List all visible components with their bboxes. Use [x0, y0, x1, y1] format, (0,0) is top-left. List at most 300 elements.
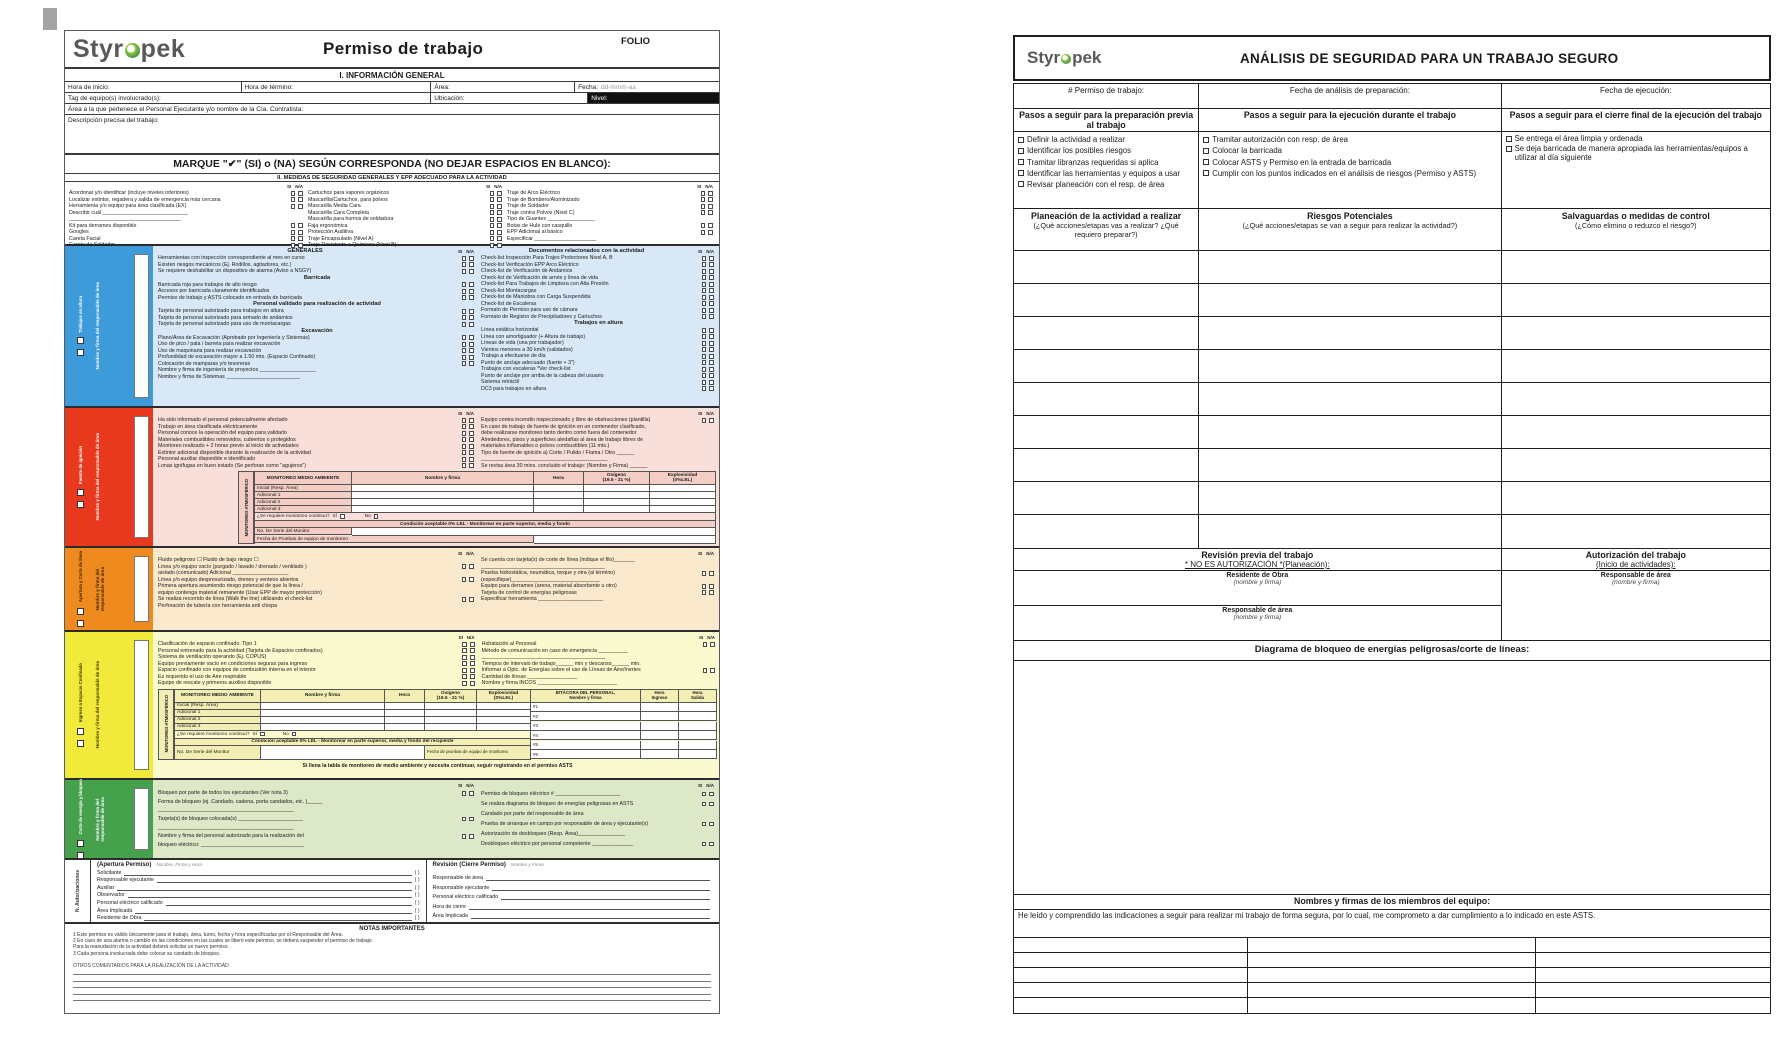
table-cell[interactable] — [352, 492, 534, 499]
table-cell[interactable] — [679, 750, 717, 759]
na-checkbox[interactable] — [470, 661, 475, 666]
planning-cell[interactable] — [1502, 251, 1770, 283]
signature-line-item[interactable]: Nombre y firma de ingeniería de proyectos ___________________ — [158, 367, 316, 374]
si-checkbox[interactable] — [260, 732, 265, 737]
planning-cell[interactable] — [1502, 416, 1770, 448]
signature-line[interactable] — [157, 878, 412, 883]
planning-cell[interactable] — [1014, 416, 1199, 448]
na-checkbox[interactable] — [709, 341, 714, 346]
table-cell[interactable] — [261, 703, 385, 710]
signature-strip[interactable] — [134, 556, 149, 622]
checkbox-icon[interactable] — [1018, 148, 1024, 154]
responsable-area-cell[interactable]: Responsable de área (nombre y firma) — [1600, 572, 1671, 586]
na-checkbox[interactable] — [709, 367, 714, 372]
na-checkbox[interactable] — [470, 655, 475, 660]
si-checkbox[interactable] — [490, 191, 495, 196]
table-cell[interactable] — [534, 506, 584, 513]
si-checkbox[interactable] — [462, 269, 467, 274]
table-cell[interactable] — [534, 499, 584, 506]
si-checkbox[interactable] — [462, 648, 467, 653]
planning-cell[interactable] — [1199, 482, 1501, 514]
si-checkbox[interactable] — [702, 282, 707, 287]
na-checkbox[interactable] — [469, 269, 474, 274]
na-checkbox[interactable] — [708, 230, 713, 235]
si-checkbox[interactable] — [701, 210, 706, 215]
hora-termino-field[interactable]: Hora de término: — [242, 82, 432, 92]
firma-cell[interactable] — [1536, 938, 1770, 952]
na-checkbox[interactable] — [709, 288, 714, 293]
signature-line[interactable] — [471, 914, 710, 919]
si-checkbox[interactable] — [462, 457, 467, 462]
table-cell[interactable] — [425, 717, 477, 724]
si-checkbox[interactable] — [462, 674, 467, 679]
si-checkbox[interactable] — [702, 314, 707, 319]
planning-cell[interactable] — [1014, 317, 1199, 349]
area-personal-field[interactable]: Área a la que pertenece el Personal Ejecutante y/o nombre de la Cía. Contratista: — [68, 105, 304, 113]
si-checkbox[interactable] — [702, 822, 707, 827]
si-checkbox[interactable] — [462, 564, 467, 569]
na-checkbox[interactable] — [469, 335, 474, 340]
na-checkbox[interactable] — [77, 740, 84, 747]
na-checkbox[interactable] — [709, 842, 714, 847]
si-checkbox[interactable] — [462, 444, 467, 449]
si-checkbox[interactable] — [462, 282, 467, 287]
signature-line-item[interactable]: Nombre y firma de Sistemas _________________________ — [158, 373, 300, 380]
na-checkbox[interactable] — [469, 315, 474, 320]
na-checkbox[interactable] — [497, 191, 502, 196]
planning-cell[interactable] — [1014, 449, 1199, 481]
planning-cell[interactable] — [1199, 515, 1501, 548]
si-checkbox[interactable] — [702, 590, 707, 595]
signature-strip[interactable] — [134, 640, 149, 770]
firma-row[interactable] — [1014, 983, 1770, 998]
fecha-analisis-field[interactable]: Fecha de análisis de preparación: — [1199, 84, 1501, 108]
na-checkbox[interactable] — [497, 230, 502, 235]
na-checkbox[interactable] — [469, 309, 474, 314]
na-checkbox[interactable] — [709, 308, 714, 313]
no-checkbox[interactable] — [374, 514, 379, 519]
na-checkbox[interactable] — [298, 204, 303, 209]
si-checkbox[interactable] — [702, 301, 707, 306]
si-checkbox[interactable] — [77, 840, 84, 847]
na-checkbox[interactable] — [709, 282, 714, 287]
si-checkbox[interactable] — [462, 661, 467, 666]
planning-cell[interactable] — [1199, 383, 1501, 415]
na-checkbox[interactable] — [709, 386, 714, 391]
na-checkbox[interactable] — [77, 349, 84, 356]
signature-line[interactable] — [128, 893, 412, 898]
na-checkbox[interactable] — [469, 322, 474, 327]
firma-row[interactable] — [1014, 998, 1770, 1013]
si-checkbox[interactable] — [462, 262, 467, 267]
planning-row[interactable] — [1014, 284, 1770, 317]
na-checkbox[interactable] — [709, 328, 714, 333]
table-cell[interactable] — [534, 485, 584, 492]
na-checkbox[interactable] — [708, 204, 713, 209]
si-checkbox[interactable] — [701, 223, 706, 228]
na-checkbox[interactable] — [497, 217, 502, 222]
si-checkbox[interactable] — [291, 223, 296, 228]
si-checkbox[interactable] — [702, 308, 707, 313]
signature-strip[interactable] — [134, 788, 149, 850]
firma-cell[interactable] — [1536, 953, 1770, 967]
residente-obra-cell[interactable]: Residente de Obra (nombre y firma) — [1014, 571, 1501, 606]
firma-cell[interactable] — [1014, 953, 1248, 967]
signature-line[interactable] — [501, 895, 710, 900]
na-checkbox[interactable] — [298, 197, 303, 202]
na-checkbox[interactable] — [709, 590, 714, 595]
na-checkbox[interactable] — [470, 674, 475, 679]
table-cell[interactable] — [679, 722, 717, 731]
table-cell[interactable] — [641, 750, 679, 759]
table-cell[interactable] — [641, 703, 679, 712]
na-checkbox[interactable] — [470, 681, 475, 686]
checkbox-icon[interactable] — [1506, 136, 1512, 142]
si-checkbox[interactable] — [340, 514, 345, 519]
na-checkbox[interactable] — [708, 210, 713, 215]
si-checkbox[interactable] — [462, 642, 467, 647]
checkbox-icon[interactable] — [1203, 137, 1209, 143]
table-cell[interactable] — [261, 710, 385, 717]
si-checkbox[interactable] — [490, 204, 495, 209]
checkbox-icon[interactable] — [1506, 146, 1512, 152]
na-checkbox[interactable] — [709, 802, 714, 807]
na-checkbox[interactable] — [709, 256, 714, 261]
checkbox-icon[interactable] — [1203, 148, 1209, 154]
table-cell[interactable] — [477, 724, 531, 731]
planning-cell[interactable] — [1502, 449, 1770, 481]
planning-row[interactable] — [1014, 350, 1770, 383]
si-checkbox[interactable] — [702, 360, 707, 365]
table-cell[interactable] — [679, 703, 717, 712]
planning-cell[interactable] — [1014, 482, 1199, 514]
si-checkbox[interactable] — [77, 728, 84, 735]
planning-cell[interactable] — [1502, 515, 1770, 548]
si-checkbox[interactable] — [702, 256, 707, 261]
na-checkbox[interactable] — [469, 424, 474, 429]
si-checkbox[interactable] — [490, 197, 495, 202]
na-checkbox[interactable] — [298, 230, 303, 235]
checkbox-icon[interactable] — [1018, 170, 1024, 176]
firma-cell[interactable] — [1014, 998, 1248, 1013]
firma-cell[interactable] — [1536, 983, 1770, 997]
si-checkbox[interactable] — [462, 817, 467, 822]
si-checkbox[interactable] — [462, 791, 467, 796]
table-cell[interactable] — [641, 731, 679, 740]
si-checkbox[interactable] — [702, 354, 707, 359]
na-checkbox[interactable] — [709, 354, 714, 359]
firma-cell[interactable] — [1536, 998, 1770, 1013]
si-checkbox[interactable] — [462, 597, 467, 602]
na-checkbox[interactable] — [497, 197, 502, 202]
na-checkbox[interactable] — [469, 791, 474, 796]
planning-cell[interactable] — [1014, 383, 1199, 415]
si-checkbox[interactable] — [702, 367, 707, 372]
planning-cell[interactable] — [1502, 482, 1770, 514]
comment-line[interactable] — [73, 995, 711, 1002]
firma-cell[interactable] — [1014, 938, 1248, 952]
na-checkbox[interactable] — [709, 275, 714, 280]
na-checkbox[interactable] — [469, 437, 474, 442]
na-checkbox[interactable] — [469, 282, 474, 287]
si-checkbox[interactable] — [462, 342, 467, 347]
planning-cell[interactable] — [1502, 317, 1770, 349]
signature-line[interactable] — [486, 876, 710, 881]
firma-cell[interactable] — [1014, 983, 1248, 997]
si-checkbox[interactable] — [702, 842, 707, 847]
na-checkbox[interactable] — [709, 295, 714, 300]
si-checkbox[interactable] — [77, 337, 84, 344]
si-checkbox[interactable] — [701, 204, 706, 209]
na-checkbox[interactable] — [497, 210, 502, 215]
planning-cell[interactable] — [1502, 383, 1770, 415]
si-checkbox[interactable] — [462, 834, 467, 839]
na-checkbox[interactable] — [469, 289, 474, 294]
si-checkbox[interactable] — [291, 230, 296, 235]
table-cell[interactable] — [261, 724, 385, 731]
si-checkbox[interactable] — [291, 191, 296, 196]
si-checkbox[interactable] — [462, 437, 467, 442]
na-checkbox[interactable] — [469, 444, 474, 449]
planning-row[interactable] — [1014, 515, 1770, 548]
na-checkbox[interactable] — [497, 223, 502, 228]
na-checkbox[interactable] — [469, 597, 474, 602]
si-checkbox[interactable] — [702, 328, 707, 333]
firma-cell[interactable] — [1248, 983, 1535, 997]
signature-line[interactable] — [117, 886, 411, 891]
na-checkbox[interactable] — [469, 295, 474, 300]
na-checkbox[interactable] — [469, 348, 474, 353]
checkbox-icon[interactable] — [1018, 137, 1024, 143]
si-checkbox[interactable] — [490, 210, 495, 215]
planning-row[interactable] — [1014, 449, 1770, 482]
na-checkbox[interactable] — [469, 834, 474, 839]
na-checkbox[interactable] — [708, 223, 713, 228]
responsable-area-cell[interactable]: Responsable de área (nombre y firma) — [1222, 607, 1293, 621]
na-checkbox[interactable] — [709, 584, 714, 589]
table-cell[interactable] — [352, 485, 534, 492]
signature-strip[interactable] — [134, 254, 149, 398]
si-checkbox[interactable] — [702, 571, 707, 576]
firma-cell[interactable] — [1014, 968, 1248, 982]
na-checkbox[interactable] — [709, 301, 714, 306]
checkbox-icon[interactable] — [1203, 170, 1209, 176]
checkbox-icon[interactable] — [1018, 159, 1024, 165]
planning-cell[interactable] — [1014, 251, 1199, 283]
si-checkbox[interactable] — [462, 463, 467, 468]
si-checkbox[interactable] — [291, 204, 296, 209]
si-checkbox[interactable] — [702, 334, 707, 339]
planning-cell[interactable] — [1199, 317, 1501, 349]
firma-row[interactable] — [1014, 938, 1770, 953]
na-checkbox[interactable] — [710, 642, 715, 647]
planning-cell[interactable] — [1014, 515, 1199, 548]
si-checkbox[interactable] — [462, 315, 467, 320]
planning-cell[interactable] — [1502, 350, 1770, 382]
si-checkbox[interactable] — [462, 256, 467, 261]
signature-line[interactable] — [144, 916, 411, 921]
si-checkbox[interactable] — [703, 668, 708, 673]
planning-row[interactable] — [1014, 416, 1770, 449]
table-cell[interactable] — [385, 717, 425, 724]
si-checkbox[interactable] — [702, 288, 707, 293]
table-cell[interactable] — [584, 492, 650, 499]
na-checkbox[interactable] — [709, 262, 714, 267]
planning-cell[interactable] — [1199, 350, 1501, 382]
descripcion-field[interactable]: Descripción precisa del trabajo: — [65, 115, 719, 155]
planning-row[interactable] — [1014, 482, 1770, 515]
na-checkbox[interactable] — [709, 373, 714, 378]
fecha-ejecucion-field[interactable]: Fecha de ejecución: — [1599, 86, 1672, 95]
na-checkbox[interactable] — [469, 342, 474, 347]
na-checkbox[interactable] — [470, 648, 475, 653]
serie-input[interactable] — [261, 746, 425, 760]
si-checkbox[interactable] — [462, 668, 467, 673]
na-checkbox[interactable] — [469, 431, 474, 436]
si-checkbox[interactable] — [702, 386, 707, 391]
tag-equipo-field[interactable]: Tag de equipo(s) involucrado(s): — [65, 93, 431, 103]
na-checkbox[interactable] — [709, 792, 714, 797]
na-checkbox[interactable] — [709, 347, 714, 352]
si-checkbox[interactable] — [462, 289, 467, 294]
na-checkbox[interactable] — [469, 817, 474, 822]
firma-cell[interactable] — [1248, 998, 1535, 1013]
si-checkbox[interactable] — [490, 236, 495, 241]
planning-row[interactable] — [1014, 251, 1770, 284]
table-cell[interactable] — [650, 485, 716, 492]
area-field[interactable]: Área: — [431, 82, 575, 92]
planning-cell[interactable] — [1502, 284, 1770, 316]
na-checkbox[interactable] — [298, 236, 303, 241]
na-checkbox[interactable] — [469, 256, 474, 261]
si-checkbox[interactable] — [462, 450, 467, 455]
si-checkbox[interactable] — [462, 309, 467, 314]
signature-strip[interactable] — [134, 416, 149, 538]
si-checkbox[interactable] — [702, 269, 707, 274]
na-checkbox[interactable] — [470, 642, 475, 647]
na-checkbox[interactable] — [77, 852, 84, 859]
table-cell[interactable] — [261, 717, 385, 724]
signature-line[interactable] — [124, 871, 411, 876]
si-checkbox[interactable] — [462, 577, 467, 582]
table-cell[interactable] — [584, 485, 650, 492]
si-checkbox[interactable] — [462, 424, 467, 429]
planning-row[interactable] — [1014, 383, 1770, 416]
na-checkbox[interactable] — [298, 223, 303, 228]
table-cell[interactable] — [679, 712, 717, 721]
na-checkbox[interactable] — [470, 668, 475, 673]
na-checkbox[interactable] — [469, 355, 474, 360]
table-cell[interactable] — [584, 499, 650, 506]
table-cell[interactable] — [477, 710, 531, 717]
table-cell[interactable] — [385, 724, 425, 731]
si-checkbox[interactable] — [462, 355, 467, 360]
table-cell[interactable] — [584, 506, 650, 513]
table-cell[interactable] — [477, 703, 531, 710]
si-checkbox[interactable] — [702, 373, 707, 378]
fecha-field[interactable]: Fecha: dd-mmm-aa — [578, 83, 637, 91]
firma-cell[interactable] — [1248, 953, 1535, 967]
si-checkbox[interactable] — [702, 802, 707, 807]
na-checkbox[interactable] — [497, 204, 502, 209]
signature-line[interactable] — [135, 909, 411, 914]
si-checkbox[interactable] — [291, 236, 296, 241]
na-checkbox[interactable] — [469, 577, 474, 582]
na-checkbox[interactable] — [469, 564, 474, 569]
planning-cell[interactable] — [1199, 449, 1501, 481]
si-checkbox[interactable] — [701, 230, 706, 235]
table-cell[interactable] — [425, 724, 477, 731]
checkbox-icon[interactable] — [1018, 181, 1024, 187]
diagrama-bloqueo-area[interactable] — [1013, 661, 1771, 895]
table-cell[interactable] — [650, 506, 716, 513]
table-cell[interactable] — [385, 710, 425, 717]
si-checkbox[interactable] — [702, 341, 707, 346]
si-checkbox[interactable] — [702, 792, 707, 797]
na-checkbox[interactable] — [469, 463, 474, 468]
serie-input[interactable] — [352, 528, 716, 536]
si-checkbox[interactable] — [701, 197, 706, 202]
si-checkbox[interactable] — [490, 230, 495, 235]
planning-cell[interactable] — [1014, 350, 1199, 382]
si-checkbox[interactable] — [462, 431, 467, 436]
table-cell[interactable] — [425, 710, 477, 717]
table-cell[interactable] — [641, 722, 679, 731]
planning-cell[interactable] — [1014, 284, 1199, 316]
si-checkbox[interactable] — [462, 361, 467, 366]
table-cell[interactable] — [641, 741, 679, 750]
table-cell[interactable] — [650, 492, 716, 499]
signature-line[interactable] — [469, 905, 710, 910]
permiso-numero-field[interactable]: # Permiso de trabajo: — [1014, 84, 1199, 108]
si-checkbox[interactable] — [77, 489, 84, 496]
na-checkbox[interactable] — [709, 822, 714, 827]
na-checkbox[interactable] — [77, 620, 84, 627]
na-checkbox[interactable] — [469, 457, 474, 462]
si-checkbox[interactable] — [702, 347, 707, 352]
firma-row[interactable] — [1014, 953, 1770, 968]
na-checkbox[interactable] — [708, 197, 713, 202]
firma-cell[interactable] — [1248, 938, 1535, 952]
si-checkbox[interactable] — [490, 217, 495, 222]
si-checkbox[interactable] — [462, 322, 467, 327]
si-checkbox[interactable] — [703, 642, 708, 647]
na-checkbox[interactable] — [710, 668, 715, 673]
firma-cell[interactable] — [1536, 968, 1770, 982]
ubicacion-field[interactable]: Ubicación: — [431, 93, 588, 103]
si-checkbox[interactable] — [462, 681, 467, 686]
nivel-field[interactable]: Nivel: — [588, 93, 719, 103]
table-cell[interactable] — [385, 703, 425, 710]
firma-row[interactable] — [1014, 968, 1770, 983]
si-checkbox[interactable] — [291, 197, 296, 202]
si-checkbox[interactable] — [702, 418, 707, 423]
si-checkbox[interactable] — [701, 191, 706, 196]
na-checkbox[interactable] — [298, 191, 303, 196]
na-checkbox[interactable] — [709, 269, 714, 274]
si-checkbox[interactable] — [702, 584, 707, 589]
si-checkbox[interactable] — [490, 223, 495, 228]
na-checkbox[interactable] — [708, 191, 713, 196]
si-checkbox[interactable] — [462, 348, 467, 353]
na-checkbox[interactable] — [709, 418, 714, 423]
table-cell[interactable] — [425, 703, 477, 710]
hora-inicio-field[interactable]: Hora de inicio: — [65, 82, 242, 92]
planning-row[interactable] — [1014, 317, 1770, 350]
si-checkbox[interactable] — [702, 295, 707, 300]
na-checkbox[interactable] — [709, 360, 714, 365]
na-checkbox[interactable] — [469, 361, 474, 366]
